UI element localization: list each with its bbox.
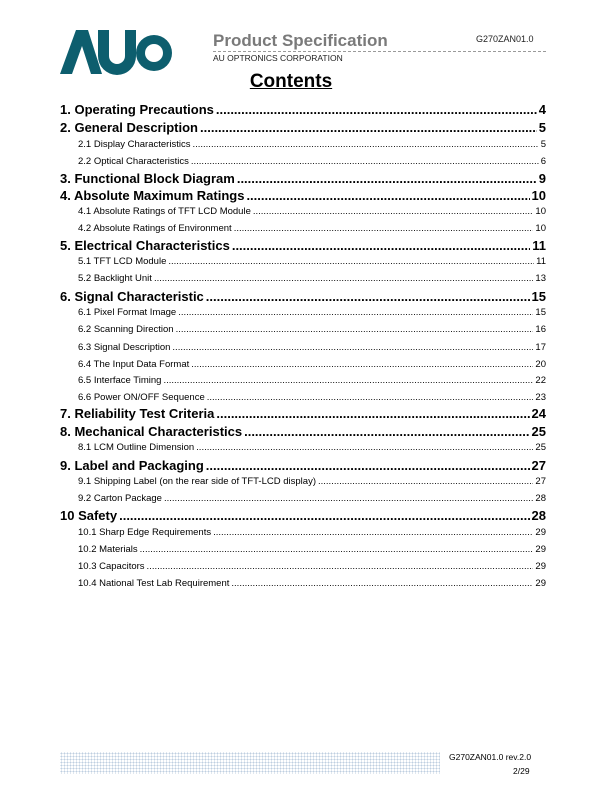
toc-entry-page: 10 — [535, 206, 546, 217]
toc-dot-leader — [168, 255, 534, 269]
toc-entry-page: 27 — [535, 476, 546, 487]
toc-subsection-entry[interactable] — [60, 577, 546, 591]
toc-entry-label: 8.1 LCM Outline Dimension — [78, 442, 195, 453]
toc-entry-label: 2.1 Display Characteristics — [78, 139, 191, 150]
toc-entry-label: 8. Mechanical Characteristics — [60, 424, 243, 439]
toc-subsection-entry[interactable] — [60, 255, 546, 269]
toc-entry-page: 13 — [535, 273, 546, 284]
toc-entry-label: 10.3 Capacitors — [78, 561, 145, 572]
toc-entry-page: 20 — [535, 359, 546, 370]
toc-dot-leader — [216, 101, 537, 119]
toc-entry-page: 22 — [535, 375, 546, 386]
toc-entry-page: 15 — [535, 307, 546, 318]
toc-subsection-entry[interactable] — [60, 222, 546, 236]
toc-dot-leader — [172, 341, 533, 355]
toc-entry-label: 4.1 Absolute Ratings of TFT LCD Module — [78, 206, 251, 217]
toc-entry-page: 23 — [535, 392, 546, 403]
toc-dot-leader — [164, 492, 533, 506]
toc-dot-leader — [232, 237, 530, 255]
toc-entry-label: 5.1 TFT LCD Module — [78, 256, 167, 267]
toc-entry-label: 6.3 Signal Description — [78, 342, 171, 353]
toc-section-entry[interactable] — [60, 457, 546, 475]
toc-subsection-entry[interactable] — [60, 526, 546, 540]
toc-entry-page: 15 — [531, 289, 546, 304]
toc-dot-leader — [206, 288, 530, 306]
toc-entry-page: 25 — [535, 442, 546, 453]
toc-entry-label: 6. Signal Characteristic — [60, 289, 204, 304]
toc-subsection-entry[interactable] — [60, 560, 546, 574]
toc-dot-leader — [213, 526, 533, 540]
toc-subsection-entry[interactable] — [60, 341, 546, 355]
toc-dot-leader — [234, 222, 534, 236]
toc-subsection-entry[interactable] — [60, 323, 546, 337]
footer-dot-band — [60, 752, 440, 774]
toc-dot-leader — [237, 170, 537, 188]
toc-subsection-entry[interactable] — [60, 492, 546, 506]
toc-section-entry[interactable] — [60, 237, 546, 255]
toc-subsection-entry[interactable] — [60, 374, 546, 388]
toc-entry-page: 29 — [535, 527, 546, 538]
toc-entry-page: 5 — [538, 120, 546, 135]
toc-dot-leader — [176, 323, 534, 337]
toc-entry-page: 10 — [535, 223, 546, 234]
toc-section-entry[interactable] — [60, 187, 546, 205]
toc-dot-leader — [147, 560, 534, 574]
toc-entry-label: 4. Absolute Maximum Ratings — [60, 188, 245, 203]
toc-dot-leader — [191, 358, 533, 372]
toc-section-entry[interactable] — [60, 507, 546, 525]
toc-entry-label: 9.1 Shipping Label (on the rear side of TFT-LCD display) — [78, 476, 316, 487]
toc-dot-leader — [140, 543, 534, 557]
toc-dot-leader — [192, 138, 538, 152]
toc-subsection-entry[interactable] — [60, 205, 546, 219]
toc-subsection-entry[interactable] — [60, 543, 546, 557]
toc-entry-label: 10.1 Sharp Edge Requirements — [78, 527, 212, 538]
toc-entry-label: 6.1 Pixel Format Image — [78, 307, 177, 318]
toc-entry-label: 6.4 The Input Data Format — [78, 359, 190, 370]
auo-logo — [58, 28, 174, 76]
toc-subsection-entry[interactable] — [60, 358, 546, 372]
toc-entry-label: 6.2 Scanning Direction — [78, 324, 174, 335]
toc-subsection-entry[interactable] — [60, 475, 546, 489]
toc-section-entry[interactable] — [60, 101, 546, 119]
toc-entry-page: 10 — [531, 188, 546, 203]
toc-section-entry[interactable] — [60, 405, 546, 423]
toc-entry-page: 24 — [531, 406, 546, 421]
toc-entry-label: 2.2 Optical Characteristics — [78, 156, 189, 167]
toc-section-entry[interactable] — [60, 119, 546, 137]
toc-entry-page: 11 — [532, 238, 546, 253]
toc-entry-label: 3. Functional Block Diagram — [60, 171, 235, 186]
toc-entry-page: 4 — [538, 102, 546, 117]
toc-entry-label: 6.6 Power ON/OFF Sequence — [78, 392, 205, 403]
toc-dot-leader — [216, 405, 529, 423]
footer-page-number: 2/29 — [513, 766, 530, 776]
toc-section-entry[interactable] — [60, 423, 546, 441]
toc-entry-label: 7. Reliability Test Criteria — [60, 406, 215, 421]
toc-entry-label: 5. Electrical Characteristics — [60, 238, 230, 253]
toc-dot-leader — [119, 507, 529, 525]
header-title: Product Specification — [213, 31, 388, 50]
toc-entry-page: 29 — [535, 544, 546, 555]
footer-model-revision: G270ZAN01.0 rev.2.0 — [449, 752, 532, 762]
toc-subsection-entry[interactable] — [60, 391, 546, 405]
toc-dot-leader — [253, 205, 534, 219]
toc-section-entry[interactable] — [60, 170, 546, 188]
toc-entry-page: 29 — [535, 561, 546, 572]
toc-subsection-entry[interactable] — [60, 441, 546, 455]
toc-entry-page: 5 — [540, 139, 546, 150]
toc-entry-label: 2. General Description — [60, 120, 198, 135]
toc-entry-page: 9 — [538, 171, 546, 186]
toc-dot-leader — [206, 457, 530, 475]
toc-dot-leader — [207, 391, 534, 405]
toc-entry-label: 4.2 Absolute Ratings of Environment — [78, 223, 232, 234]
toc-dot-leader — [318, 475, 533, 489]
toc-entry-page: 29 — [535, 578, 546, 589]
toc-entry-label: 9.2 Carton Package — [78, 493, 162, 504]
toc-entry-page: 28 — [535, 493, 546, 504]
header-model: G270ZAN01.0 — [476, 34, 534, 44]
header-company: AU OPTRONICS CORPORATION — [213, 53, 343, 63]
toc-entry-page: 11 — [536, 256, 546, 267]
toc-subsection-entry[interactable] — [60, 306, 546, 320]
header-divider — [213, 51, 546, 52]
toc-section-entry[interactable] — [60, 288, 546, 306]
toc-entry-label: 10.2 Materials — [78, 544, 138, 555]
toc-entry-page: 27 — [531, 458, 546, 473]
toc-dot-leader — [244, 423, 529, 441]
toc-entry-page: 16 — [535, 324, 546, 335]
toc-entry-page: 28 — [531, 508, 546, 523]
toc-entry-label: 6.5 Interface Timing — [78, 375, 162, 386]
toc-subsection-entry[interactable] — [60, 272, 546, 286]
toc-entry-page: 6 — [540, 156, 546, 167]
toc-dot-leader — [246, 187, 529, 205]
toc-dot-leader — [231, 577, 533, 591]
toc-dot-leader — [154, 272, 533, 286]
contents-title: Contents — [249, 71, 333, 92]
toc-dot-leader — [196, 441, 533, 455]
toc-dot-leader — [178, 306, 533, 320]
toc-entry-label: 9. Label and Packaging — [60, 458, 204, 473]
toc-dot-leader — [191, 155, 539, 169]
toc-entry-page: 17 — [535, 342, 546, 353]
toc-subsection-entry[interactable] — [60, 138, 546, 152]
toc-entry-label: 10 Safety — [60, 508, 118, 523]
toc-entry-label: 1. Operating Precautions — [60, 102, 214, 117]
toc-dot-leader — [163, 374, 533, 388]
toc-entry-label: 10.4 National Test Lab Requirement — [78, 578, 230, 589]
toc-entry-page: 25 — [531, 424, 546, 439]
toc-subsection-entry[interactable] — [60, 155, 546, 169]
toc-entry-label: 5.2 Backlight Unit — [78, 273, 152, 284]
toc-dot-leader — [200, 119, 537, 137]
